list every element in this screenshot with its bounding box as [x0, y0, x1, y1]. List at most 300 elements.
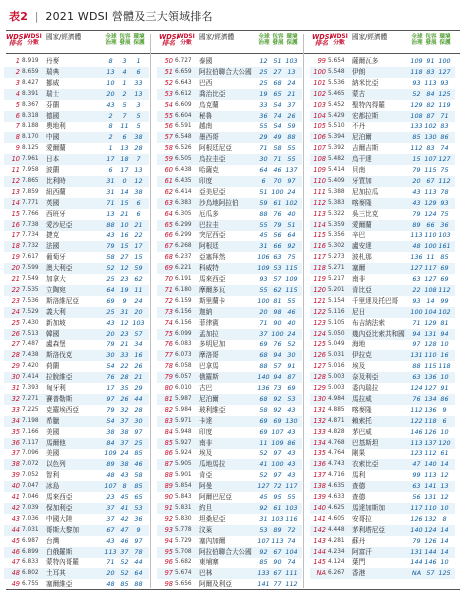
- country-cell: 南非: [352, 275, 366, 283]
- country-cell: 約旦: [199, 503, 213, 512]
- country-cell: 賴索托: [352, 416, 372, 425]
- country-cell: 土耳其: [46, 569, 66, 578]
- score-cell: 7.225: [22, 406, 39, 413]
- development-rank-cell: 100: [271, 460, 284, 469]
- score-cell: 5.708: [175, 548, 192, 555]
- governance-rank-cell: 2: [108, 133, 113, 142]
- governance-rank-cell: 141: [257, 580, 270, 589]
- score-cell: 6.899: [22, 548, 39, 555]
- development-rank-cell: 107: [424, 155, 437, 164]
- development-rank-cell: 37: [120, 547, 129, 556]
- governance-rank-cell: 6: [261, 176, 266, 185]
- rank-cell: 118: [313, 264, 326, 273]
- rank-cell: 133: [313, 427, 326, 436]
- score-cell: 4.768: [328, 439, 345, 446]
- development-rank-cell: 110: [424, 503, 437, 512]
- development-rank-cell: 51: [273, 57, 282, 65]
- environment-rank-cell: 87: [287, 373, 296, 382]
- rank-cell: 132: [313, 416, 326, 425]
- governance-rank-cell: 113: [104, 547, 117, 556]
- governance-rank-cell: 71: [412, 318, 421, 327]
- rank-cell: 121: [313, 296, 326, 305]
- table-row: [0, 372, 465, 383]
- score-cell: 6.609: [175, 101, 192, 108]
- environment-rank-cell: 111: [285, 569, 298, 578]
- governance-rank-cell: 136: [410, 253, 423, 262]
- rank-cell: 70: [164, 275, 173, 283]
- country-cell: 泰國: [199, 57, 213, 65]
- score-cell: 7.766: [22, 210, 39, 217]
- governance-rank-cell: 89: [412, 220, 421, 229]
- governance-rank-cell: 93: [412, 296, 421, 305]
- governance-rank-cell: 13: [106, 209, 115, 218]
- environment-rank-cell: 17: [134, 242, 143, 251]
- country-cell: 烏干達: [352, 155, 372, 164]
- rank-cell: 8: [15, 133, 20, 142]
- governance-rank-cell: 37: [259, 329, 268, 338]
- table-row: [0, 241, 465, 252]
- country-cell: 查德: [352, 493, 366, 501]
- rank-cell: 61: [164, 176, 173, 185]
- rank-cell: 88: [164, 471, 173, 480]
- table-row: [0, 557, 465, 568]
- score-cell: 7.536: [22, 297, 39, 304]
- development-rank-cell: 8: [122, 482, 127, 491]
- environment-rank-cell: 94: [440, 329, 449, 338]
- environment-rank-cell: 65: [134, 493, 143, 501]
- development-rank-cell: 54: [273, 100, 282, 109]
- score-cell: 6.221: [175, 265, 192, 272]
- development-rank-cell: 76: [273, 209, 282, 218]
- environment-rank-cell: 74: [287, 558, 296, 567]
- country-cell: 盧森堡: [46, 340, 66, 349]
- governance-rank-cell: 79: [106, 340, 115, 349]
- development-rank-cell: 127: [424, 384, 437, 392]
- table-row: [0, 492, 465, 503]
- environment-rank-cell: 127: [438, 155, 451, 164]
- rank-cell: 138: [313, 482, 326, 491]
- rank-cell: 29: [11, 362, 20, 371]
- governance-rank-cell: 99: [412, 471, 421, 480]
- governance-rank-cell: 127: [257, 482, 270, 491]
- governance-rank-cell: 47: [412, 460, 421, 469]
- environment-rank-cell: 52: [287, 340, 296, 349]
- country-cell: 賽普勒斯: [46, 394, 73, 403]
- development-rank-cell: 132: [424, 514, 437, 523]
- environment-rank-cell: 161: [438, 242, 451, 251]
- table-row: [0, 296, 465, 307]
- rank-cell: 51: [164, 67, 173, 76]
- environment-rank-cell: 44: [134, 394, 143, 403]
- score-cell: 6.612: [175, 90, 192, 97]
- governance-rank-cell: 56: [412, 493, 421, 501]
- development-rank-cell: 57: [426, 569, 435, 578]
- score-cell: 5.050: [328, 330, 345, 337]
- environment-rank-cell: 72: [287, 525, 296, 534]
- development-rank-cell: 61: [273, 503, 282, 512]
- score-cell: 7.529: [22, 308, 39, 315]
- rank-cell: 6: [15, 111, 20, 120]
- development-rank-cell: 140: [424, 460, 437, 469]
- development-rank-cell: 124: [424, 525, 437, 534]
- rank-cell: 67: [164, 242, 173, 251]
- governance-rank-cell: 20: [412, 176, 421, 185]
- table-row: [0, 547, 465, 558]
- environment-rank-cell: 130: [285, 416, 298, 425]
- score-cell: 6.156: [175, 319, 192, 326]
- development-rank-cell: 137: [424, 438, 437, 447]
- rank-cell: 105: [313, 122, 326, 131]
- country-cell: 埃及: [352, 362, 366, 371]
- governance-rank-cell: 25: [259, 78, 268, 87]
- environment-rank-cell: 12: [134, 176, 143, 185]
- header-country-1: 國家/經濟體: [46, 33, 82, 41]
- development-rank-cell: 113: [424, 471, 437, 480]
- table-row: [0, 525, 465, 536]
- country-cell: 中國: [46, 133, 60, 142]
- environment-rank-cell: 37: [287, 100, 296, 109]
- score-cell: 4.885: [328, 406, 345, 413]
- development-rank-cell: 113: [424, 78, 437, 87]
- rank-cell: 35: [11, 427, 20, 436]
- header-rank-2: WDSI 排名: [159, 33, 179, 48]
- score-cell: 5.388: [328, 188, 345, 195]
- header-country-3: 國家/經濟體: [352, 33, 388, 41]
- governance-rank-cell: NA: [411, 569, 422, 578]
- environment-rank-cell: 78: [134, 547, 143, 556]
- score-cell: 7.430: [22, 319, 39, 326]
- development-rank-cell: 11: [120, 122, 129, 131]
- development-rank-cell: 35: [120, 384, 129, 392]
- development-rank-cell: 82: [426, 100, 435, 109]
- rank-cell: 100: [313, 67, 326, 76]
- country-cell: 烏拉圭亞: [199, 155, 226, 164]
- governance-rank-cell: 84: [106, 438, 115, 447]
- development-rank-cell: 3: [122, 57, 127, 65]
- country-cell: 科威特: [199, 264, 219, 273]
- rank-cell: 36: [11, 438, 20, 447]
- development-rank-cell: 144: [424, 547, 437, 556]
- score-cell: 5.016: [328, 363, 345, 370]
- rank-cell: 20: [11, 264, 20, 273]
- governance-rank-cell: 48: [412, 242, 421, 251]
- table-row: [0, 470, 465, 481]
- table-row: [0, 339, 465, 350]
- country-cell: 阿爾巴尼亞: [199, 493, 232, 501]
- governance-rank-cell: 30: [106, 351, 115, 360]
- country-cell: 日本: [46, 155, 60, 164]
- governance-rank-cell: 29: [259, 133, 268, 142]
- table-row: [0, 132, 465, 143]
- development-rank-cell: 66: [273, 242, 282, 251]
- table-row: [0, 285, 465, 296]
- development-rank-cell: 62: [273, 285, 282, 294]
- governance-rank-cell: 127: [410, 264, 423, 273]
- rank-cell: 17: [11, 231, 20, 240]
- environment-rank-cell: 46: [134, 460, 143, 469]
- environment-rank-cell: 14: [440, 536, 449, 545]
- development-rank-cell: 46: [273, 166, 282, 174]
- country-cell: 尼日: [352, 307, 366, 316]
- header-dev-2: 包容 發展: [272, 34, 284, 47]
- rank-cell: NA: [316, 569, 326, 578]
- development-rank-cell: 70: [273, 176, 282, 185]
- environment-rank-cell: 43: [287, 460, 296, 469]
- development-rank-cell: 21: [120, 340, 129, 349]
- environment-rank-cell: 97: [287, 176, 296, 185]
- environment-rank-cell: 6: [136, 198, 141, 207]
- rank-cell: 18: [11, 242, 20, 251]
- score-cell: 5.984: [175, 406, 192, 413]
- development-rank-cell: 94: [273, 373, 282, 382]
- score-cell: 5.536: [328, 79, 345, 86]
- country-cell: 美國: [46, 427, 60, 436]
- score-cell: 4.743: [328, 461, 345, 468]
- environment-rank-cell: 109: [285, 275, 298, 283]
- table-row: [0, 394, 465, 405]
- score-cell: 5.359: [328, 221, 345, 228]
- rank-cell: 7: [15, 122, 20, 131]
- country-cell: 伊朗: [352, 67, 366, 76]
- score-cell: 6.058: [175, 363, 192, 370]
- rank-cell: 21: [11, 275, 20, 283]
- title-text: 2021 WDSI 營體及三大領域排名: [45, 10, 213, 23]
- development-rank-cell: 46: [120, 536, 129, 545]
- score-cell: 8.659: [22, 68, 39, 75]
- environment-rank-cell: 12: [440, 493, 449, 501]
- country-cell: 吉爾吉斯: [352, 144, 379, 153]
- development-rank-cell: 115: [424, 362, 437, 371]
- environment-rank-cell: 3: [136, 100, 141, 109]
- rank-cell: 86: [164, 449, 173, 458]
- governance-rank-cell: 107: [104, 482, 117, 491]
- rank-cell: 34: [11, 416, 20, 425]
- rank-cell: 135: [313, 449, 326, 458]
- country-cell: 茅巴威: [352, 427, 372, 436]
- score-cell: 5.987: [175, 395, 192, 402]
- score-cell: 5.971: [175, 417, 192, 424]
- score-cell: 7.599: [22, 265, 39, 272]
- governance-rank-cell: 43: [106, 536, 115, 545]
- country-cell: 貝南: [352, 166, 366, 174]
- country-cell: 馬來西亞: [46, 493, 73, 501]
- environment-rank-cell: 10: [440, 340, 449, 349]
- score-cell: 6.099: [175, 330, 192, 337]
- environment-rank-cell: 46: [287, 307, 296, 316]
- country-cell: 哥斯大黎加: [46, 525, 79, 534]
- country-cell: 牙買加: [352, 176, 372, 185]
- country-cell: 葡萄牙: [46, 253, 66, 262]
- governance-rank-cell: 112: [410, 144, 423, 153]
- rank-cell: 123: [313, 318, 326, 327]
- environment-rank-cell: 85: [134, 482, 143, 491]
- environment-rank-cell: 115: [285, 285, 298, 294]
- environment-rank-cell: 115: [285, 264, 298, 273]
- environment-rank-cell: 12: [440, 471, 449, 480]
- country-cell: 千里達及托巴哥: [352, 296, 399, 305]
- development-rank-cell: 41: [120, 503, 129, 512]
- header-env-1: 環境 保護: [133, 34, 145, 47]
- country-cell: 比利時: [46, 176, 66, 185]
- development-rank-cell: 74: [273, 111, 282, 120]
- score-cell: 4.828: [328, 428, 345, 435]
- environment-rank-cell: 85: [440, 253, 449, 262]
- governance-rank-cell: 58: [106, 253, 115, 262]
- country-cell: 瓜地馬拉: [199, 460, 226, 469]
- country-cell: 希臘: [46, 416, 60, 425]
- rank-cell: 2: [15, 67, 20, 76]
- environment-rank-cell: 69: [440, 264, 449, 273]
- country-cell: 香港: [352, 569, 366, 578]
- score-cell: 7.039: [22, 504, 39, 511]
- environment-rank-cell: 118: [438, 362, 451, 371]
- development-rank-cell: 16: [120, 231, 129, 240]
- governance-rank-cell: 25: [106, 307, 115, 316]
- country-cell: 愛爾蘭: [46, 144, 66, 153]
- header-dev-1: 包容 發展: [119, 34, 131, 47]
- rank-cell: 75: [164, 329, 173, 338]
- governance-rank-cell: 68: [259, 394, 268, 403]
- environment-rank-cell: 102: [285, 198, 298, 207]
- country-cell: 坦桑尼亞: [199, 514, 226, 523]
- rank-cell: 65: [164, 220, 173, 229]
- rank-cell: 111: [313, 187, 326, 196]
- country-cell: 斯里蘭卡: [199, 296, 226, 305]
- rank-cell: 50: [164, 57, 173, 65]
- score-cell: 7.487: [22, 341, 39, 348]
- rank-cell: 32: [11, 394, 20, 403]
- score-cell: 5.003: [328, 385, 345, 391]
- rank-cell: 103: [313, 100, 326, 109]
- development-rank-cell: 10: [120, 220, 129, 229]
- score-cell: 5.105: [328, 319, 345, 326]
- governance-rank-cell: 131: [410, 547, 423, 556]
- score-cell: 6.526: [175, 145, 192, 152]
- environment-rank-cell: 137: [285, 166, 298, 174]
- score-cell: 7.096: [22, 450, 39, 457]
- development-rank-cell: 92: [273, 394, 282, 403]
- score-cell: 4.448: [328, 526, 345, 533]
- rank-cell: 76: [164, 340, 173, 349]
- rank-cell: 5: [15, 100, 20, 109]
- governance-rank-cell: 52: [412, 89, 421, 98]
- score-cell: 7.047: [22, 483, 39, 490]
- governance-rank-cell: 118: [410, 67, 423, 76]
- development-rank-cell: 15: [120, 198, 129, 207]
- table-row: [0, 427, 465, 438]
- governance-rank-cell: 79: [106, 242, 115, 251]
- table-row: [0, 165, 465, 176]
- governance-rank-cell: 76: [412, 394, 421, 403]
- development-rank-cell: 33: [120, 351, 129, 360]
- score-cell: 4.716: [328, 472, 345, 479]
- rank-cell: 84: [164, 427, 173, 436]
- country-cell: 愛沙尼亞: [46, 220, 73, 229]
- development-rank-cell: 136: [424, 373, 437, 382]
- country-cell: 菲律賓: [199, 318, 219, 327]
- header-gov-3: 全球 治理: [411, 34, 423, 47]
- country-cell: 喀麥隆: [352, 405, 372, 414]
- table-row: [0, 252, 465, 263]
- header-country-2: 國家/經濟體: [199, 33, 235, 41]
- table-row: [0, 154, 465, 165]
- environment-rank-cell: 55: [287, 493, 296, 501]
- environment-rank-cell: 103: [285, 57, 298, 65]
- governance-rank-cell: 88: [259, 209, 268, 218]
- governance-rank-cell: 63: [412, 373, 421, 382]
- environment-rank-cell: 28: [134, 405, 143, 414]
- country-cell: 尼泊爾: [352, 133, 372, 142]
- country-cell: 匈牙利: [46, 384, 66, 392]
- country-cell: 冰島: [46, 482, 60, 491]
- development-rank-cell: 71: [273, 155, 282, 164]
- environment-rank-cell: 62: [134, 275, 143, 283]
- score-cell: 5.414: [328, 167, 345, 173]
- development-rank-cell: 2: [122, 89, 127, 98]
- rank-cell: 30: [11, 373, 20, 382]
- country-cell: 塞爾維亞: [46, 580, 73, 589]
- score-cell: 6.643: [175, 79, 192, 86]
- country-cell: 越南: [199, 122, 213, 131]
- environment-rank-cell: 125: [438, 569, 451, 578]
- country-cell: 迦納: [199, 307, 213, 316]
- score-cell: 8.125: [22, 145, 39, 152]
- development-rank-cell: 38: [120, 460, 129, 469]
- score-cell: 5.409: [328, 177, 345, 184]
- country-cell: 馬利: [352, 471, 366, 480]
- governance-rank-cell: 6: [108, 166, 113, 174]
- score-cell: 8.188: [22, 123, 39, 130]
- rank-cell: 39: [11, 471, 20, 480]
- rank-cell: 85: [164, 438, 173, 447]
- development-rank-cell: 14: [426, 296, 435, 305]
- governance-rank-cell: 36: [259, 111, 268, 120]
- governance-rank-cell: 71: [259, 144, 268, 153]
- country-cell: 阿拉伯聯合大公國: [199, 547, 252, 556]
- rank-cell: 49: [11, 580, 20, 589]
- governance-rank-cell: 20: [259, 307, 268, 316]
- development-rank-cell: 124: [424, 209, 437, 218]
- development-rank-cell: 85: [120, 580, 129, 589]
- country-cell: 查德: [352, 482, 366, 491]
- environment-rank-cell: 15: [134, 253, 143, 262]
- development-rank-cell: 52: [120, 558, 129, 567]
- country-cell: 埃及: [199, 449, 213, 458]
- development-rank-cell: 69: [273, 416, 282, 425]
- governance-rank-cell: 69: [259, 416, 268, 425]
- rank-cell: 77: [164, 351, 173, 360]
- rank-cell: 127: [313, 362, 326, 371]
- rank-cell: 53: [164, 89, 173, 98]
- country-cell: 肯比亞: [352, 285, 372, 294]
- table-row: [0, 350, 465, 361]
- country-cell: 汶萊: [199, 525, 213, 534]
- governance-rank-cell: 10: [106, 78, 115, 87]
- rank-cell: 115: [313, 231, 326, 240]
- environment-rank-cell: 6: [136, 209, 141, 218]
- environment-rank-cell: 14: [440, 460, 449, 469]
- governance-rank-cell: 123: [410, 449, 423, 458]
- score-cell: 7.414: [22, 374, 39, 381]
- rank-cell: 16: [11, 220, 20, 229]
- score-cell: 5.927: [175, 439, 192, 446]
- governance-rank-cell: 85: [259, 558, 268, 567]
- governance-rank-cell: 20: [106, 89, 115, 98]
- development-rank-cell: 31: [120, 307, 129, 316]
- country-cell: 馬來西亞: [199, 275, 226, 283]
- development-rank-cell: 126: [424, 536, 437, 545]
- governance-rank-cell: 30: [259, 155, 268, 164]
